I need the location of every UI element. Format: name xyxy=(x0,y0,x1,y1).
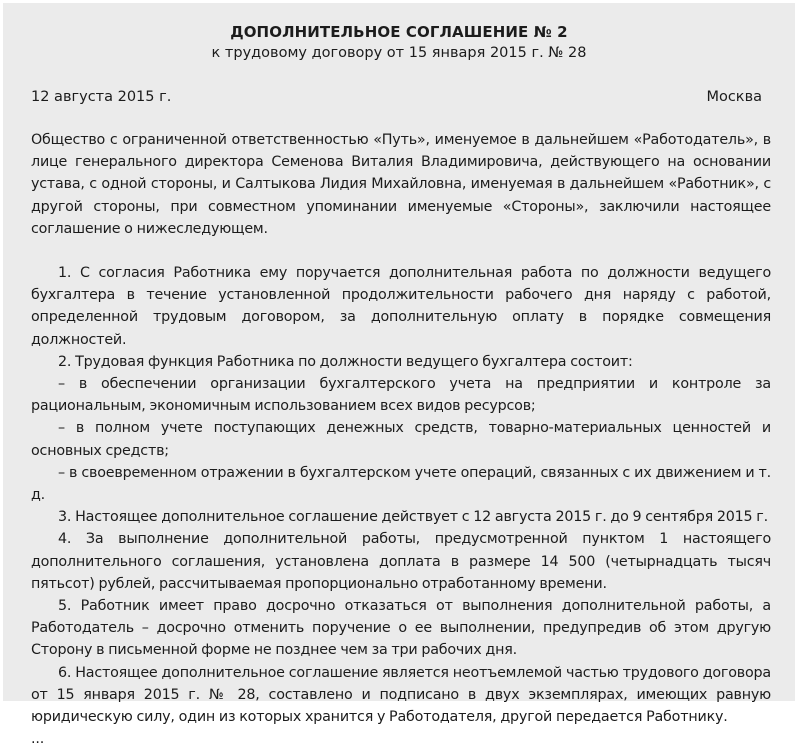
clause-6: 6. Настоящее дополнительное соглашение является неотъемлемой частью трудового договора от 15 января 2015 г. № 28, составлено и подписано в двух экземплярах, имеющих равную юридическую силу, один из которых хранится у Работодателя, другой передается Работнику. xyxy=(31,664,771,726)
clause-2-item-3: – в своевременном отражении в бухгалтерском учете операций, связанных с их движением и т. д. xyxy=(31,464,771,504)
document-subtitle: к трудовому договору от 15 января 2015 г. № 28 xyxy=(211,45,587,61)
document-title: ДОПОЛНИТЕЛЬНОЕ СОГЛАШЕНИЕ № 2 xyxy=(230,23,568,41)
document-city: Москва xyxy=(706,89,762,105)
clause-1: 1. С согласия Работника ему поручается дополнительная работа по должности ведущего бухгалтера в течение установленной продолжительности рабочего дня наряду с работой, определенной трудовым договором, за дополнительную оплату в порядке совмещения должностей. xyxy=(31,265,771,348)
clause-2: 2. Трудовая функция Работника по должности ведущего бухгалтера состоит: xyxy=(58,353,633,370)
clause-5: 5. Работник имеет право досрочно отказаться от выполнения дополнительной работы, а Работодатель – досрочно отменить поручение о ее выполнении, предупредив об этом другую Сторону в письменной форме не позднее чем за три рабочих дня. xyxy=(31,598,771,659)
clause-2-item-2: – в полном учете поступающих денежных средств, товарно-материальных ценностей и основных средств; xyxy=(31,420,771,459)
clause-3: 3. Настоящее дополнительное соглашение действует с 12 августа 2015 г. до 9 сентября 2015 г. xyxy=(58,509,768,526)
clause-4: 4. За выполнение дополнительной работы, предусмотренной пунктом 1 настоящего дополнительного соглашения, установлена доплата в размере 14 500 (четырнадцать тысяч пятьсот) рублей, рассчитываемая пропорционально отработанному времени. xyxy=(31,531,771,592)
document-date: 12 августа 2015 г. xyxy=(31,89,172,105)
agreement-clauses xyxy=(31,262,771,750)
preamble-text: Общество с ограниченной ответственностью «Путь», именуемое в дальнейшем «Работодатель», в лице генерального директора Семенова Виталия Владимировича, действующего на основании устава, с одной стороны, и Салтыкова Лидия Михайловна, именуемая в дальнейшем «Работник», с другой стороны, при совместном упоминании именуемые «Стороны», заключили настоящее соглашение о нижеследующем. xyxy=(31,132,771,237)
preamble xyxy=(31,129,771,240)
clause-2-item-1: – в обеспечении организации бухгалтерского учета на предприятии и контроле за рациональным, экономичным использованием всех видов ресурсов; xyxy=(31,376,771,415)
ellipsis: ... xyxy=(31,731,45,748)
document-page xyxy=(3,3,795,748)
